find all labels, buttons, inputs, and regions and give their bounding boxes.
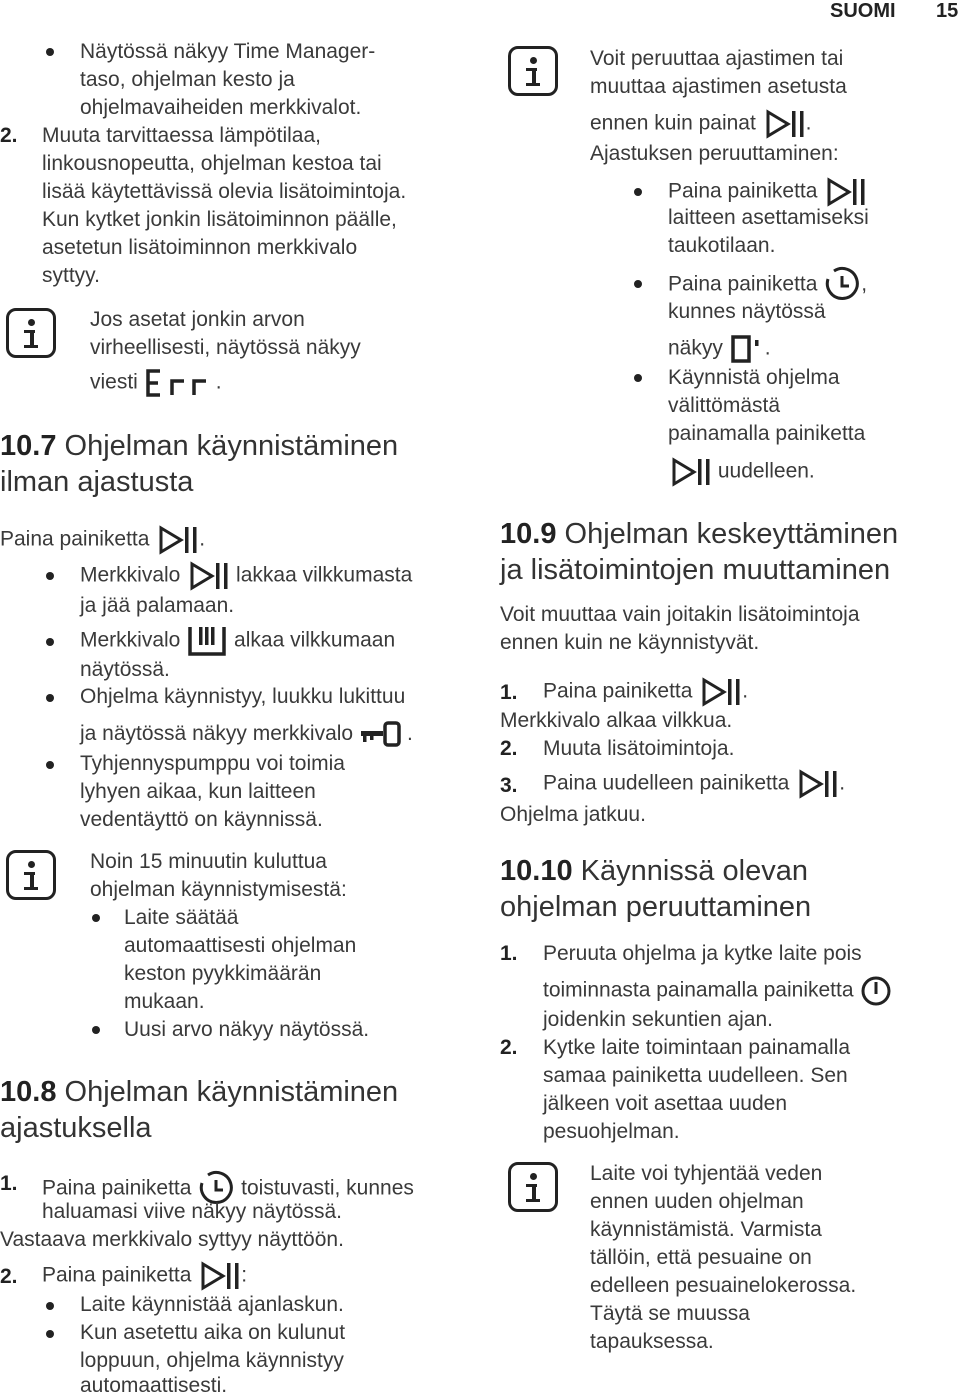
step-number: 2. bbox=[0, 1265, 18, 1288]
text-span: Paina painiketta bbox=[668, 272, 818, 296]
info-icon bbox=[6, 850, 56, 900]
text-line: Muuta tarvittaessa lämpötilaa, bbox=[42, 124, 321, 147]
text-line: Ohjelma jatkuu. bbox=[500, 803, 646, 826]
text-line: haluamasi viive näkyy näytössä. bbox=[42, 1200, 342, 1223]
text-span: näkyy bbox=[668, 336, 723, 360]
text-span: Paina painiketta bbox=[42, 1176, 192, 1200]
text-line: Näytössä näkyy Time Manager- bbox=[80, 40, 376, 63]
text-span: Merkkivalo bbox=[80, 563, 181, 587]
power-icon bbox=[859, 974, 893, 1008]
text-line: linkousnopeutta, ohjelman kestoa tai bbox=[42, 152, 382, 175]
text-line: edelleen pesuainelokerossa. bbox=[590, 1274, 857, 1297]
text-span: toistuvasti, kunnes bbox=[241, 1176, 414, 1200]
text-span: Paina painiketta bbox=[668, 179, 818, 203]
text-line: kunnes näytössä bbox=[668, 300, 826, 323]
text-line: Noin 15 minuutin kuluttua bbox=[90, 850, 327, 873]
heading-text: Ohjelman käynnistäminen bbox=[64, 1076, 399, 1108]
section-label: SUOMI bbox=[830, 0, 896, 22]
text-line: Kun kytket jonkin lisätoiminnon päälle, bbox=[42, 208, 397, 231]
step-number: 1. bbox=[500, 681, 518, 704]
text-line: automaattisesti ohjelman bbox=[124, 934, 357, 957]
start-pause-icon bbox=[155, 524, 199, 556]
heading-10-7 bbox=[0, 428, 398, 464]
bullet bbox=[46, 761, 54, 769]
bullet bbox=[92, 1026, 100, 1034]
text-span: Paina uudelleen painiketta bbox=[543, 771, 790, 795]
heading-line: ilman ajastusta bbox=[0, 466, 194, 498]
text-line: taukotilaan. bbox=[668, 234, 776, 257]
text-line: Vastaava merkkivalo syttyy näyttöön. bbox=[0, 1228, 344, 1251]
text-line: lyhyen aikaa, kun laitteen bbox=[80, 780, 316, 803]
text-line: Kytke laite toimintaan painamalla bbox=[543, 1036, 851, 1059]
text-line: Jos asetat jonkin arvon bbox=[90, 308, 305, 331]
text-span: . bbox=[839, 771, 846, 795]
bullet bbox=[46, 1302, 54, 1310]
text-line: Käynnistä ohjelma bbox=[668, 366, 840, 389]
text-line: ennen uuden ohjelman bbox=[590, 1190, 804, 1213]
step-number: 1. bbox=[0, 1172, 18, 1195]
bullet bbox=[634, 280, 642, 288]
heading-number: 10.8 bbox=[0, 1076, 57, 1108]
info-icon bbox=[508, 1162, 558, 1212]
text-line: ohjelman käynnistymisestä: bbox=[90, 878, 347, 901]
text-line: syttyy. bbox=[42, 264, 100, 287]
text-line: Merkkivalo alkaa vilkkua. bbox=[500, 709, 733, 732]
wash-tub-icon bbox=[186, 624, 228, 658]
step-number: 2. bbox=[500, 737, 518, 760]
text-line: loppuun, ohjelma käynnistyy bbox=[80, 1349, 344, 1372]
text-span: . bbox=[742, 679, 749, 703]
text-line: joidenkin sekuntien ajan. bbox=[543, 1008, 773, 1031]
text-span: ja näytössä näkyy merkkivalo bbox=[80, 722, 354, 745]
text-line: näytössä. bbox=[80, 658, 170, 681]
text-line: automaattisesti. bbox=[80, 1374, 228, 1397]
heading-line: ja lisätoimintojen muuttaminen bbox=[500, 554, 891, 586]
text-line: Laite säätää bbox=[124, 906, 239, 929]
text-line: Uusi arvo näkyy näytössä. bbox=[124, 1018, 370, 1041]
text-line: Ajastuksen peruuttaminen: bbox=[590, 142, 839, 165]
heading-text: Ohjelman keskeyttäminen bbox=[564, 518, 899, 550]
text-line: Kun asetettu aika on kulunut bbox=[80, 1321, 346, 1344]
start-pause-icon bbox=[668, 456, 712, 488]
info-icon bbox=[6, 308, 56, 358]
text-line: pesuohjelman. bbox=[543, 1120, 680, 1143]
text-span: Merkkivalo bbox=[80, 628, 181, 652]
start-pause-icon bbox=[186, 560, 230, 592]
step-number: 1. bbox=[500, 942, 518, 965]
text-line: Voit peruuttaa ajastimen tai bbox=[590, 47, 844, 70]
text-span: viesti bbox=[90, 370, 138, 394]
bullet bbox=[46, 572, 54, 580]
text-span: ennen kuin painat bbox=[590, 111, 756, 135]
text-line: välittömästä bbox=[668, 394, 781, 417]
heading-text: Käynnissä olevan bbox=[580, 855, 808, 887]
bullet bbox=[634, 374, 642, 382]
step-number: 2. bbox=[500, 1036, 518, 1059]
zero-display-icon bbox=[729, 334, 765, 364]
text-line: asetetun lisätoiminnon merkkivalo bbox=[42, 236, 358, 259]
text-line: muuttaa ajastimen asetusta bbox=[590, 75, 847, 98]
text-line: jälkeen voit asettaa uuden bbox=[543, 1092, 788, 1115]
text-line: Laite käynnistää ajanlaskun. bbox=[80, 1293, 344, 1316]
heading-text: Ohjelman käynnistäminen bbox=[64, 430, 399, 462]
text-span: . bbox=[199, 527, 206, 551]
text-line: keston pyykkimäärän bbox=[124, 962, 322, 985]
text-span: uudelleen. bbox=[717, 459, 815, 483]
text-line: lisää käytettävissä olevia lisätoimintoja. bbox=[42, 180, 407, 203]
heading-line: ohjelman peruuttaminen bbox=[500, 891, 812, 923]
text-line: ja jää palamaan. bbox=[80, 594, 235, 617]
text-line: Voit muuttaa vain joitakin lisätoimintoja bbox=[500, 603, 860, 626]
text-span: : bbox=[241, 1263, 248, 1287]
text-line: Muuta lisätoimintoja. bbox=[543, 737, 735, 760]
bullet bbox=[46, 48, 54, 56]
heading-10-10 bbox=[500, 853, 808, 889]
text-line: Laite voi tyhjentää veden bbox=[590, 1162, 823, 1185]
text-span: . bbox=[406, 722, 413, 745]
text-line: laitteen asettamiseksi bbox=[668, 206, 869, 229]
bullet bbox=[46, 638, 54, 646]
heading-number: 10.9 bbox=[500, 518, 557, 550]
text-line: Täytä se muussa bbox=[590, 1302, 750, 1325]
bullet bbox=[46, 694, 54, 702]
text-line: ohjelmavaiheiden merkkivalot. bbox=[80, 96, 362, 119]
bullet bbox=[46, 1330, 54, 1338]
text-line: Ohjelma käynnistyy, luukku lukittuu bbox=[80, 685, 406, 708]
heading-10-8 bbox=[0, 1074, 398, 1110]
text-line: tällöin, että pesuaine on bbox=[590, 1246, 812, 1269]
step-number: 2. bbox=[0, 124, 18, 147]
step-number: 3. bbox=[500, 774, 518, 797]
text-line: tapauksessa. bbox=[590, 1330, 714, 1353]
text-span: Paina painiketta bbox=[543, 679, 693, 703]
text-span: , bbox=[861, 272, 868, 296]
page-number: 15 bbox=[936, 0, 959, 22]
text-line: Tyhjennyspumppu voi toimia bbox=[80, 752, 345, 775]
text-line: taso, ohjelman kesto ja bbox=[80, 68, 295, 91]
start-pause-icon bbox=[762, 108, 806, 140]
text-span: lakkaa vilkkumasta bbox=[236, 563, 413, 587]
text-line: mukaan. bbox=[124, 990, 205, 1013]
start-pause-icon bbox=[197, 1260, 241, 1292]
text-line: ennen kuin ne käynnistyvät. bbox=[500, 631, 760, 654]
text-span: . bbox=[215, 370, 222, 394]
start-pause-icon bbox=[795, 768, 839, 800]
bullet bbox=[634, 188, 642, 196]
text-span: Paina painiketta bbox=[42, 1263, 192, 1287]
text-span: toiminnasta painamalla painiketta bbox=[543, 978, 854, 1002]
heading-line: ajastuksella bbox=[0, 1112, 152, 1144]
text-span: . bbox=[764, 336, 771, 360]
heading-10-9 bbox=[500, 516, 898, 552]
text-line: Peruuta ohjelma ja kytke laite pois bbox=[543, 942, 862, 965]
bullet bbox=[92, 914, 100, 922]
text-line: samaa painiketta uudelleen. Sen bbox=[543, 1064, 848, 1087]
heading-number: 10.7 bbox=[0, 430, 57, 462]
text-line: virheellisesti, näytössä näkyy bbox=[90, 336, 361, 359]
info-icon bbox=[508, 46, 558, 96]
heading-number: 10.10 bbox=[500, 855, 573, 887]
text-span: Paina painiketta bbox=[0, 527, 150, 551]
delay-timer-icon bbox=[823, 266, 861, 304]
text-line: painamalla painiketta bbox=[668, 422, 866, 445]
text-line: käynnistämistä. Varmista bbox=[590, 1218, 822, 1241]
text-span: alkaa vilkkumaan bbox=[234, 628, 396, 652]
door-lock-key-icon bbox=[359, 720, 407, 748]
start-pause-icon bbox=[698, 676, 742, 708]
text-span: . bbox=[805, 111, 812, 135]
text-line: vedentäyttö on käynnissä. bbox=[80, 808, 323, 831]
err-display-icon bbox=[144, 368, 216, 398]
